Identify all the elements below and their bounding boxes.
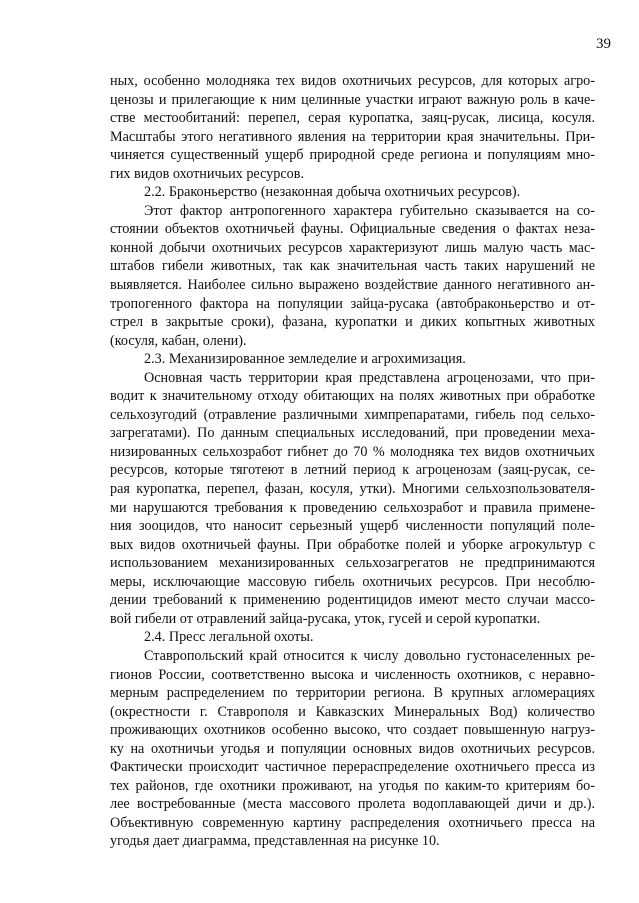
text-line: загрегатами). По данным специальных исследований, при проведении меха- xyxy=(110,425,595,442)
text-line: угодья дает диаграмма, представленная на рисунке 10. xyxy=(110,833,440,850)
text-line: гих видов охотничьих ресурсов. xyxy=(110,165,305,182)
text-line: конной добычи охотничьих ресурсов характеризуют лишь малую часть мас- xyxy=(110,239,595,256)
text-line: стрел в закрытые сроки), фазана, куропатки и диких копытных животных xyxy=(110,314,595,331)
text-line: Фактически происходит частичное перераспределение охотничьего пресса из xyxy=(110,759,595,776)
text-line: водит к значительному отходу обитающих на полях животных при обработке xyxy=(110,388,595,405)
text-line: меры, исключающие массовую гибель охотничьих ресурсов. При несоблю- xyxy=(110,573,595,590)
text-line: штабов гибели животных, так как значительная часть таких нарушений не xyxy=(110,258,595,275)
text-line: (косуля, кабан, олени). xyxy=(110,332,247,349)
text-line: гионов России, соответственно высока и численность охотников, с неравно- xyxy=(110,666,595,683)
text-line: 2.4. Пресс легальной охоты. xyxy=(144,629,314,646)
text-line: стве местообитаний: перепел, серая куропатка, заяц-русак, лисица, косуля. xyxy=(110,110,595,127)
text-line: 2.2. Браконьерство (незаконная добыча охотничьих ресурсов). xyxy=(144,184,521,201)
text-line: Этот фактор антропогенного характера губительно сказывается на со- xyxy=(144,202,595,219)
text-line: выявляется. Наиболее сильно выражено воздействие данного негативного ан- xyxy=(110,277,595,294)
text-line: тропогенного фактора на популяции зайца-русака (автобраконьерство и от- xyxy=(110,295,595,312)
text-line: Ставропольский край относится к числу довольно густонаселенных ре- xyxy=(144,647,595,664)
text-line: вых видов охотничьей фауны. При обработке полей и уборке агрокультур с xyxy=(110,536,595,553)
page-number: 39 xyxy=(596,36,611,52)
text-line: лее востребованные (места массового пролета водоплавающей дичи и др.). xyxy=(110,796,595,813)
text-line: стоянии объектов охотничьей фауны. Официальные сведения о фактах неза- xyxy=(110,221,595,238)
text-line: дении требований к применению родентицидов имеют место случаи массо- xyxy=(110,592,595,609)
text-line: мерным распределением по территории региона. В крупных агломерациях xyxy=(110,685,595,702)
text-line: низированных сельхозработ гибнет до 70 % молодняка тех видов охотничьих xyxy=(110,443,595,460)
text-line: (окрестности г. Ставрополя и Кавказских Минеральных Вод) количество xyxy=(110,703,595,720)
text-line: сельхозугодий (отравление различными химпрепаратами, гибель под сельхо- xyxy=(110,406,595,423)
text-line: рая куропатка, перепел, фазан, косуля, утки). Многими сельхозпользователя- xyxy=(110,481,595,498)
text-line: ных, особенно молодняка тех видов охотничьих ресурсов, для которых агро- xyxy=(110,73,595,89)
text-line: вой гибели от отравлений зайца-русака, уток, гусей и серой куропатки. xyxy=(110,610,541,627)
text-line: проживающих охотников особенно высоко, что создает повышенную нагруз- xyxy=(110,722,595,739)
body-text xyxy=(110,72,595,851)
text-line: тех районов, где охотники проживают, на угодья по каким-то критериям бо- xyxy=(110,777,595,794)
text-line: ния зооцидов, что наносит серьезный ущерб численности популяций поле- xyxy=(110,518,595,535)
text-line: ресурсов, которые тяготеют в летний период к агроценозам (заяц-русак, се- xyxy=(110,462,595,479)
text-line: ценозы и прилегающие к ним целинные участки играют важную роль в каче- xyxy=(110,91,595,108)
text-line: ми нарушаются требования к проведению сельхозработ и правила примене- xyxy=(110,499,595,516)
text-line: Объективную современную картину распределения охотничьего пресса на xyxy=(110,814,595,831)
text-line: ку на охотничьи угодья и популяции основных видов охотничьих ресурсов. xyxy=(110,740,595,757)
text-line: 2.3. Механизированное земледелие и агрохимизация. xyxy=(144,351,466,368)
text-line: использованием механизированных сельхозагрегатов не предпринимаются xyxy=(110,555,595,572)
text-line: Основная часть территории края представлена агроценозами, что при- xyxy=(144,369,595,386)
text-line: Масштабы этого негативного явления на территории края значительны. При- xyxy=(110,128,595,145)
text-line: чиняется существенный ущерб природной среде региона и популяциям мно- xyxy=(110,147,595,164)
